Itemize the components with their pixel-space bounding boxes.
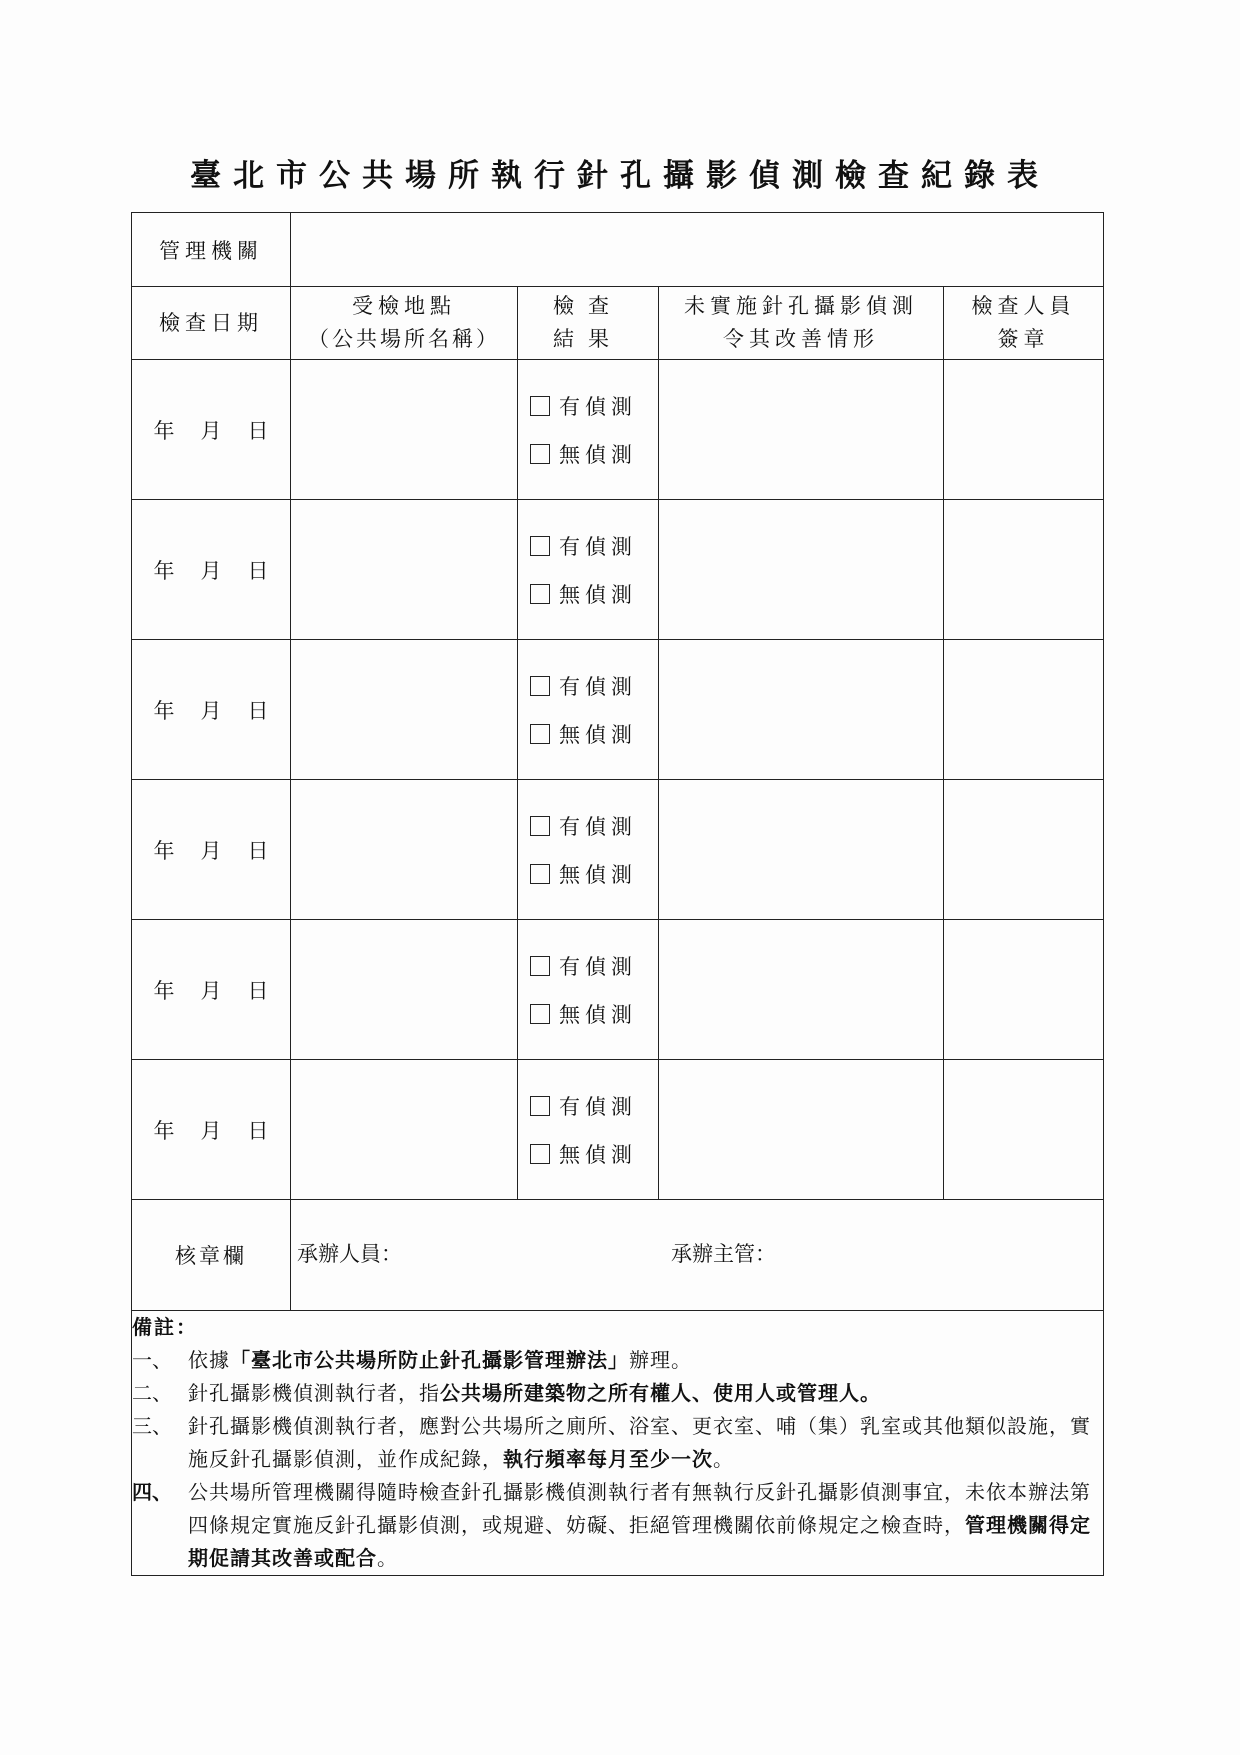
inspector-signature-cell[interactable]	[944, 500, 1104, 640]
result-cell	[518, 500, 659, 640]
result-cell	[518, 360, 659, 500]
checkbox-icon[interactable]	[530, 1004, 550, 1024]
detected-label: 有偵測	[559, 534, 637, 559]
checkbox-icon[interactable]	[530, 1144, 550, 1164]
not-detected-option[interactable]	[528, 430, 658, 478]
detected-label: 有偵測	[559, 814, 637, 839]
header-improvement-line2: 令其改善情形	[723, 327, 879, 351]
approval-fields	[291, 1200, 1104, 1311]
detected-option[interactable]	[528, 382, 658, 430]
result-cell	[518, 780, 659, 920]
note-emphasis: 公共場所建築物之所有權人、使用人或管理人。	[440, 1381, 881, 1405]
date-cell[interactable]	[132, 780, 291, 920]
year-label: 年	[153, 698, 175, 723]
improvement-cell[interactable]	[659, 640, 944, 780]
header-improvement-line1: 未實施針孔攝影偵測	[684, 294, 918, 318]
header-inspector-line1: 檢查人員	[971, 294, 1076, 318]
note-text-part: 辦理。	[629, 1348, 692, 1372]
record-row	[132, 360, 1104, 500]
record-row	[132, 640, 1104, 780]
improvement-cell[interactable]	[659, 920, 944, 1060]
management-agency-label: 管理機關	[132, 213, 291, 287]
improvement-cell[interactable]	[659, 500, 944, 640]
management-agency-row	[132, 213, 1104, 287]
inspector-signature-cell[interactable]	[944, 640, 1104, 780]
record-row	[132, 780, 1104, 920]
detected-label: 有偵測	[559, 954, 637, 979]
note-emphasis: 管理機關得定期促請其改善或配合	[188, 1513, 1091, 1570]
approval-label: 核章欄	[132, 1200, 291, 1311]
checkbox-icon[interactable]	[530, 816, 550, 836]
not-detected-option[interactable]	[528, 990, 658, 1038]
inspector-signature-cell[interactable]	[944, 780, 1104, 920]
detected-label: 有偵測	[559, 394, 637, 419]
supervisor-signature-field[interactable]: 承辦主管：	[671, 1242, 776, 1266]
note-text-part: 公共場所管理機關得隨時檢查針孔攝影機偵測執行者有無執行反針孔攝影偵測事宜，未依本辦法第四條規定實施反針孔攝影偵測，或規避、妨礙、拒絕管理機關依前條規定之檢查時，	[188, 1480, 1091, 1537]
improvement-cell[interactable]	[659, 1060, 944, 1200]
note-text-part: 。	[713, 1447, 734, 1471]
note-number: 四、	[132, 1480, 172, 1504]
detected-option[interactable]	[528, 662, 658, 710]
improvement-cell[interactable]	[659, 360, 944, 500]
header-inspector-line2: 簽章	[997, 327, 1050, 351]
month-label: 月	[200, 698, 222, 723]
not-detected-label: 無偵測	[559, 1002, 637, 1027]
approval-row	[132, 1200, 1104, 1311]
day-label: 日	[247, 418, 269, 443]
not-detected-option[interactable]	[528, 570, 658, 618]
checkbox-icon[interactable]	[530, 864, 550, 884]
header-location-line1: 受檢地點	[352, 294, 456, 318]
month-label: 月	[200, 978, 222, 1003]
note-number: 二、	[132, 1381, 172, 1405]
location-cell[interactable]	[291, 1060, 518, 1200]
note-text-part: 。	[377, 1546, 398, 1570]
location-cell[interactable]	[291, 640, 518, 780]
result-cell	[518, 640, 659, 780]
detected-label: 有偵測	[559, 674, 637, 699]
day-label: 日	[247, 838, 269, 863]
checkbox-icon[interactable]	[530, 584, 550, 604]
note-item	[132, 1476, 1103, 1575]
header-row	[132, 287, 1104, 360]
location-cell[interactable]	[291, 920, 518, 1060]
note-item	[132, 1410, 1103, 1476]
note-item	[132, 1377, 1103, 1410]
detected-option[interactable]	[528, 1082, 658, 1130]
handler-signature-field[interactable]: 承辦人員：	[297, 1242, 402, 1266]
checkbox-icon[interactable]	[530, 536, 550, 556]
improvement-cell[interactable]	[659, 780, 944, 920]
day-label: 日	[247, 698, 269, 723]
inspection-record-table	[131, 212, 1104, 1576]
date-cell[interactable]	[132, 1060, 291, 1200]
record-row	[132, 1060, 1104, 1200]
not-detected-label: 無偵測	[559, 582, 637, 607]
note-text	[188, 1377, 1103, 1410]
note-text	[188, 1410, 1103, 1476]
form-title: 臺北市公共場所執行針孔攝影偵測檢查紀錄表	[190, 158, 1050, 194]
checkbox-icon[interactable]	[530, 1096, 550, 1116]
year-label: 年	[153, 978, 175, 1003]
checkbox-icon[interactable]	[530, 724, 550, 744]
notes-cell	[132, 1311, 1104, 1576]
management-agency-field[interactable]	[291, 213, 1104, 287]
inspector-signature-cell[interactable]	[944, 1060, 1104, 1200]
date-cell[interactable]	[132, 920, 291, 1060]
note-text	[188, 1344, 1103, 1377]
not-detected-label: 無偵測	[559, 1142, 637, 1167]
month-label: 月	[200, 1118, 222, 1143]
location-cell[interactable]	[291, 360, 518, 500]
header-result-line2: 結果	[553, 327, 623, 351]
inspector-signature-cell[interactable]	[944, 360, 1104, 500]
header-result-line1: 檢查	[553, 294, 623, 318]
record-row	[132, 500, 1104, 640]
detected-option[interactable]	[528, 802, 658, 850]
header-inspector	[944, 287, 1104, 360]
year-label: 年	[153, 1118, 175, 1143]
not-detected-label: 無偵測	[559, 862, 637, 887]
note-item	[132, 1344, 1103, 1377]
month-label: 月	[200, 418, 222, 443]
checkbox-icon[interactable]	[530, 444, 550, 464]
day-label: 日	[247, 978, 269, 1003]
date-cell[interactable]	[132, 640, 291, 780]
result-cell	[518, 1060, 659, 1200]
not-detected-label: 無偵測	[559, 442, 637, 467]
month-label: 月	[200, 838, 222, 863]
not-detected-option[interactable]	[528, 850, 658, 898]
year-label: 年	[153, 418, 175, 443]
location-cell[interactable]	[291, 500, 518, 640]
detected-option[interactable]	[528, 522, 658, 570]
date-cell[interactable]	[132, 500, 291, 640]
day-label: 日	[247, 558, 269, 583]
note-text-part: 針孔攝影機偵測執行者，指	[188, 1381, 440, 1405]
checkbox-icon[interactable]	[530, 956, 550, 976]
year-label: 年	[153, 558, 175, 583]
date-cell[interactable]	[132, 360, 291, 500]
note-text	[188, 1476, 1103, 1575]
note-number: 三、	[132, 1414, 172, 1438]
header-date: 檢查日期	[132, 287, 291, 360]
header-result	[518, 287, 659, 360]
year-label: 年	[153, 838, 175, 863]
note-emphasis: 執行頻率每月至少一次	[503, 1447, 713, 1471]
not-detected-label: 無偵測	[559, 722, 637, 747]
not-detected-option[interactable]	[528, 710, 658, 758]
note-text-part: 針孔攝影機偵測執行者，應對公共場所之廁所、浴室、更衣室、哺（集）乳室或其他類似設施，實施反針孔攝影偵測，並作成紀錄，	[188, 1414, 1091, 1471]
result-cell	[518, 920, 659, 1060]
detected-label: 有偵測	[559, 1094, 637, 1119]
day-label: 日	[247, 1118, 269, 1143]
notes-title: 備註：	[132, 1315, 198, 1339]
not-detected-option[interactable]	[528, 1130, 658, 1178]
note-text-part: 依據	[188, 1348, 230, 1372]
header-location	[291, 287, 518, 360]
detected-option[interactable]	[528, 942, 658, 990]
notes-row	[132, 1311, 1104, 1576]
location-cell[interactable]	[291, 780, 518, 920]
checkbox-icon[interactable]	[530, 676, 550, 696]
header-improvement	[659, 287, 944, 360]
checkbox-icon[interactable]	[530, 396, 550, 416]
note-number: 一、	[132, 1348, 172, 1372]
month-label: 月	[200, 558, 222, 583]
record-row	[132, 920, 1104, 1060]
regulation-name: 「臺北市公共場所防止針孔攝影管理辦法」	[230, 1348, 629, 1372]
header-location-line2: （公共場所名稱）	[308, 327, 500, 351]
inspector-signature-cell[interactable]	[944, 920, 1104, 1060]
